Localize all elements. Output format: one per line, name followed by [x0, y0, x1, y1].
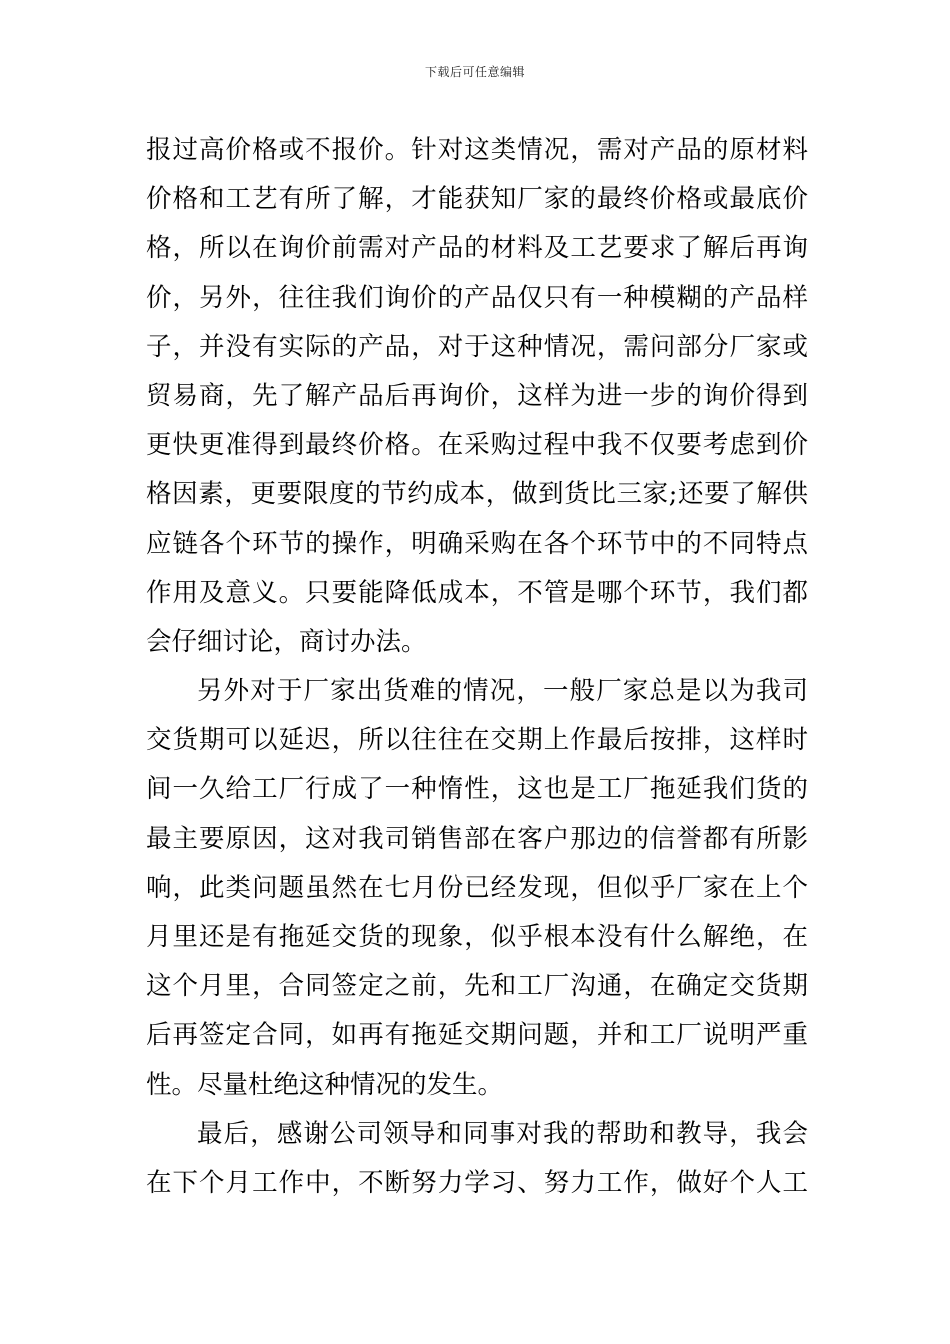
text-line: 报过高价格或不报价。针对这类情况，需对产品的原材料	[146, 135, 808, 165]
text-line: 响，此类问题虽然在七月份已经发现，但似乎厂家在上个	[146, 872, 808, 903]
text-line: 作用及意义。只要能降低成本，不管是哪个环节，我们都	[146, 577, 808, 608]
text-line: 月里还是有拖延交货的现象，似乎根本没有什么解绝，在	[146, 922, 808, 952]
text-line: 这个月里，合同签定之前，先和工厂沟通，在确定交货期	[146, 971, 808, 1002]
page-header: 下载后可任意编辑	[424, 65, 525, 79]
text-line: 价格和工艺有所了解，才能获知厂家的最终价格或最底价	[146, 184, 808, 215]
text-line: 会仔细讨论，商讨办法。	[146, 626, 427, 657]
paragraph-1	[146, 126, 808, 667]
text-line: 后再签定合同，如再有拖延交期问题，并和工厂说明严重	[146, 1020, 808, 1051]
paragraph-3	[146, 1110, 808, 1208]
text-line: 格，所以在询价前需对产品的材料及工艺要求了解后再询	[146, 233, 808, 264]
text-line: 最后，感谢公司领导和同事对我的帮助和教导，我会	[197, 1118, 808, 1149]
text-line: 最主要原因，这对我司销售部在客户那边的信誉都有所影	[146, 823, 808, 854]
document-body	[146, 126, 808, 1208]
paragraph-2	[146, 667, 808, 1110]
text-line: 贸易商，先了解产品后再询价，这样为进一步的询价得到	[146, 380, 808, 411]
text-line: 格因素，更要限度的节约成本，做到货比三家;还要了解供	[146, 479, 808, 510]
text-line: 价，另外，往往我们询价的产品仅只有一种模糊的产品样	[146, 282, 808, 313]
text-line: 间一久给工厂行成了一种惰性，这也是工厂拖延我们货的	[146, 774, 808, 805]
text-line: 另外对于厂家出货难的情况，一般厂家总是以为我司	[197, 676, 808, 707]
text-line: 在下个月工作中，不断努力学习、努力工作，做好个人工	[146, 1167, 808, 1198]
text-line: 更快更准得到最终价格。在采购过程中我不仅要考虑到价	[146, 430, 808, 461]
text-line: 交货期可以延迟，所以往往在交期上作最后按排，这样时	[146, 725, 808, 756]
text-line: 子，并没有实际的产品，对于这种情况，需问部分厂家或	[146, 331, 808, 362]
text-line: 性。尽量杜绝这种情况的发生。	[146, 1069, 504, 1100]
text-line: 应链各个环节的操作，明确采购在各个环节中的不同特点	[146, 528, 808, 559]
